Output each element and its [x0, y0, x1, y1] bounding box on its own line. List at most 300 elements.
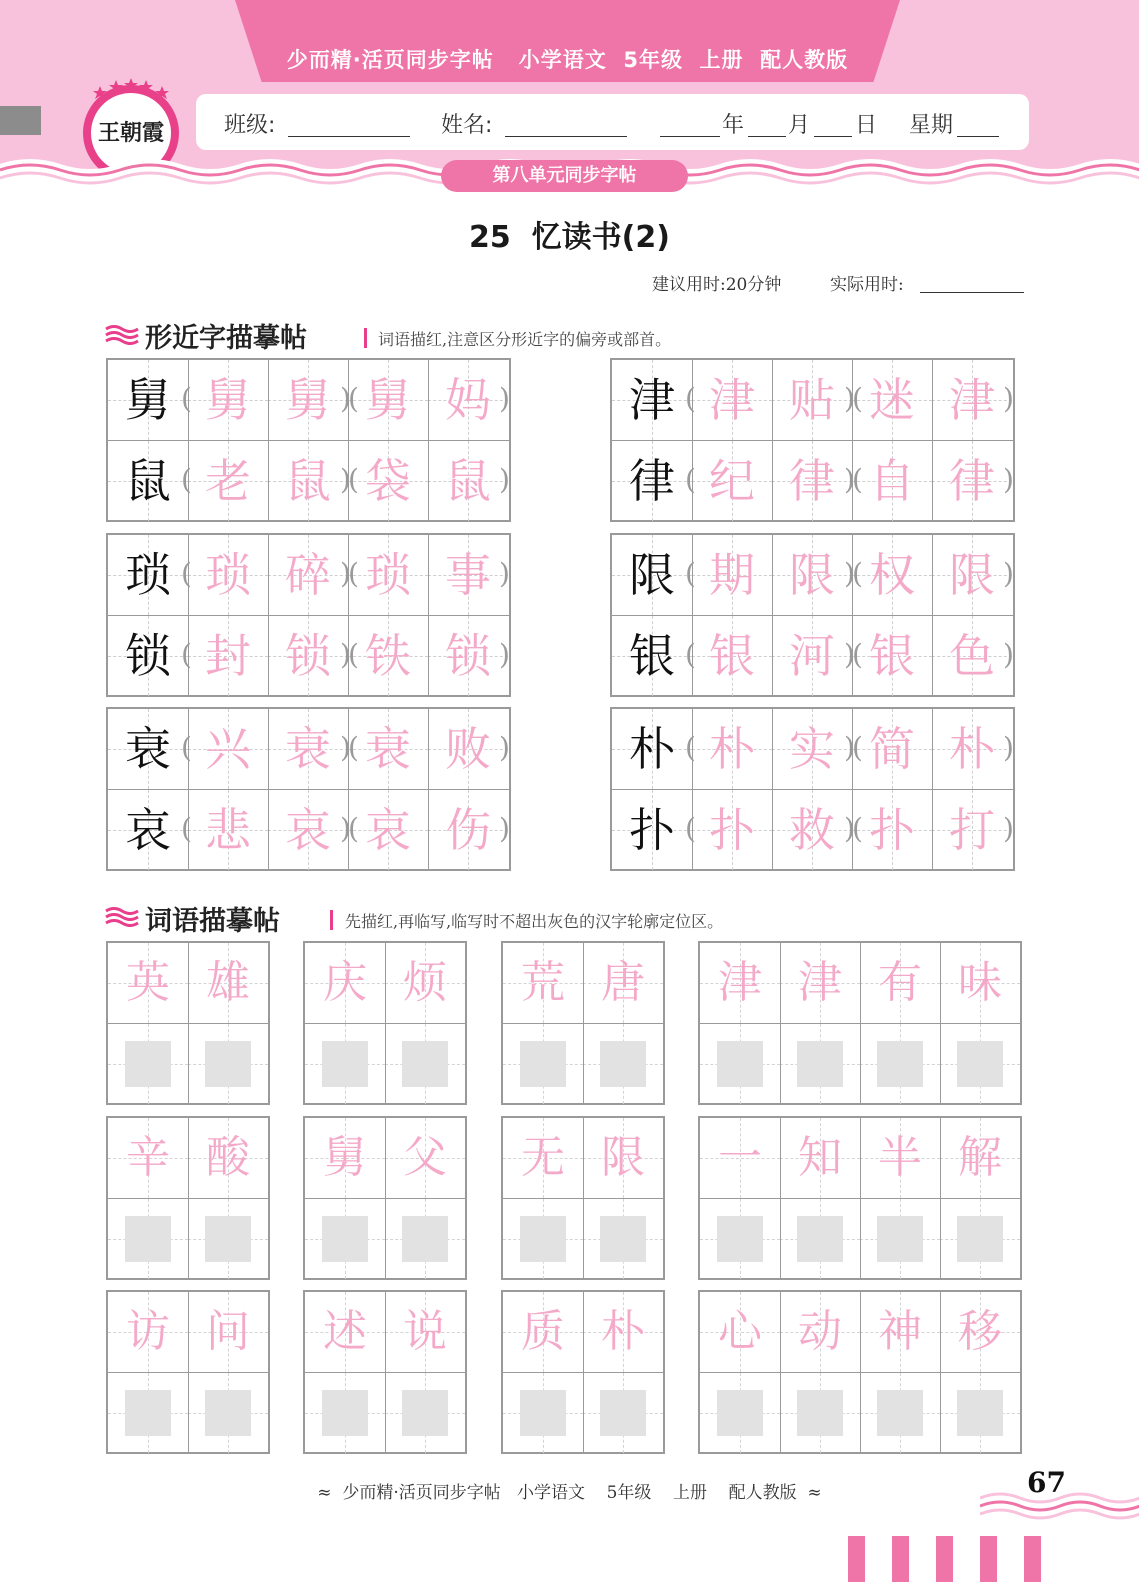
practice-cell[interactable]: [188, 441, 268, 521]
copy-cell[interactable]: [860, 1199, 940, 1279]
practice-cell[interactable]: [188, 790, 268, 870]
copy-cell[interactable]: [860, 1373, 940, 1453]
bracket-close: ): [844, 812, 855, 845]
char-outline-zone: [205, 1216, 251, 1262]
trace-char: 打: [949, 803, 995, 857]
trace-char: 锁: [285, 629, 331, 683]
cell-divider: [940, 1199, 941, 1279]
char-outline-zone: [520, 1390, 566, 1436]
trace-char: 袋: [365, 454, 411, 508]
practice-cell[interactable]: [348, 360, 428, 440]
copy-cell[interactable]: [108, 1199, 188, 1279]
copy-cell[interactable]: [108, 1373, 188, 1453]
bracket-open: (: [685, 557, 696, 590]
trace-char: 移: [958, 1306, 1002, 1357]
model-char: 津: [629, 373, 675, 427]
class-field[interactable]: [288, 136, 410, 137]
trace-cell[interactable]: [108, 943, 188, 1023]
trace-char: 朴: [601, 1306, 645, 1357]
model-char: 锁: [125, 629, 171, 683]
trace-char: 神: [878, 1306, 922, 1357]
bracket-close: ): [844, 638, 855, 671]
trace-row: [305, 1292, 465, 1372]
practice-row: [612, 440, 1013, 520]
copy-cell[interactable]: [188, 1373, 268, 1453]
practice-cell[interactable]: [428, 790, 508, 870]
practice-cell[interactable]: [692, 360, 772, 440]
trace-cell[interactable]: [940, 1118, 1020, 1198]
trace-cell[interactable]: [503, 1118, 583, 1198]
copy-cell[interactable]: [940, 1024, 1020, 1104]
cell-divider: [583, 1199, 584, 1279]
trace-cell[interactable]: [188, 1118, 268, 1198]
practice-cell[interactable]: [348, 709, 428, 789]
trace-char: 简: [869, 722, 915, 776]
char-outline-zone: [402, 1390, 448, 1436]
footer-stripes: [848, 1536, 1139, 1582]
trace-char: 衰: [365, 722, 411, 776]
practice-cell[interactable]: [108, 709, 188, 789]
trace-row: [108, 1292, 268, 1372]
trace-char: 雄: [206, 957, 250, 1008]
trace-cell[interactable]: [780, 1292, 860, 1372]
char-outline-zone: [125, 1216, 171, 1262]
cell-divider: [385, 1292, 386, 1372]
trace-char: 扑: [709, 803, 755, 857]
model-char: 限: [629, 548, 675, 602]
trace-cell[interactable]: [780, 1118, 860, 1198]
char-outline-zone: [600, 1041, 646, 1087]
cell-divider: [940, 1373, 941, 1453]
trace-row: [305, 1118, 465, 1198]
copy-cell[interactable]: [583, 1373, 663, 1453]
trace-cell[interactable]: [188, 943, 268, 1023]
word-practice-box: [698, 1290, 1022, 1454]
copy-row: [503, 1198, 663, 1278]
copy-row: [305, 1198, 465, 1278]
trace-cell[interactable]: [503, 943, 583, 1023]
cell-divider: [583, 1118, 584, 1198]
trace-cell[interactable]: [940, 1292, 1020, 1372]
class-label: 班级:: [224, 113, 276, 138]
practice-cell[interactable]: [268, 535, 348, 615]
trace-char: 贴: [789, 373, 835, 427]
trace-char: 动: [798, 1306, 842, 1357]
footer-stripe: [892, 1536, 909, 1582]
practice-cell[interactable]: [108, 790, 188, 870]
section2-title: 词语描摹帖: [145, 906, 280, 937]
copy-cell[interactable]: [780, 1024, 860, 1104]
trace-cell[interactable]: [188, 1292, 268, 1372]
char-outline-zone: [600, 1390, 646, 1436]
char-outline-zone: [520, 1216, 566, 1262]
practice-cell[interactable]: [692, 441, 772, 521]
trace-char: 津: [949, 373, 995, 427]
cell-divider: [188, 1373, 189, 1453]
copy-cell[interactable]: [385, 1024, 465, 1104]
trace-cell[interactable]: [700, 1118, 780, 1198]
bracket-open: (: [181, 731, 192, 764]
model-char: 琐: [125, 548, 171, 602]
char-outline-zone: [957, 1216, 1003, 1262]
trace-char: 津: [798, 957, 842, 1008]
word-practice-box: [303, 941, 467, 1105]
practice-cell[interactable]: [428, 535, 508, 615]
trace-row: [503, 943, 663, 1023]
practice-cell[interactable]: [428, 616, 508, 696]
trace-char: 铁: [365, 629, 411, 683]
copy-cell[interactable]: [940, 1373, 1020, 1453]
practice-cell[interactable]: [772, 790, 852, 870]
char-outline-zone: [600, 1216, 646, 1262]
practice-cell[interactable]: [692, 616, 772, 696]
char-outline-zone: [402, 1041, 448, 1087]
practice-cell[interactable]: [428, 441, 508, 521]
practice-cell[interactable]: [692, 790, 772, 870]
copy-cell[interactable]: [385, 1373, 465, 1453]
cell-divider: [428, 535, 429, 615]
copy-cell[interactable]: [780, 1199, 860, 1279]
bracket-close: ): [499, 731, 510, 764]
practice-cell[interactable]: [108, 535, 188, 615]
char-outline-zone: [717, 1216, 763, 1262]
practice-cell[interactable]: [428, 360, 508, 440]
bracket-close: ): [340, 557, 351, 590]
practice-row: [612, 709, 1013, 789]
model-char: 扑: [629, 803, 675, 857]
word-practice-box: [106, 941, 270, 1105]
trace-char: 舅: [285, 373, 331, 427]
trace-char: 朴: [709, 722, 755, 776]
copy-cell[interactable]: [940, 1199, 1020, 1279]
trace-char: 津: [718, 957, 762, 1008]
copy-row: [305, 1023, 465, 1103]
copy-cell[interactable]: [583, 1024, 663, 1104]
cell-divider: [772, 709, 773, 789]
section2-divider: [330, 910, 333, 930]
practice-cell[interactable]: [772, 709, 852, 789]
trace-char: 封: [205, 629, 251, 683]
copy-cell[interactable]: [780, 1373, 860, 1453]
trace-cell[interactable]: [305, 1118, 385, 1198]
cell-divider: [860, 1118, 861, 1198]
practice-cell[interactable]: [612, 360, 692, 440]
bracket-open: (: [348, 557, 359, 590]
trace-char: 衰: [285, 722, 331, 776]
practice-row: [612, 360, 1013, 440]
cell-divider: [780, 943, 781, 1023]
year-field[interactable]: [660, 136, 720, 137]
trace-char: 权: [869, 548, 915, 602]
practice-cell[interactable]: [268, 360, 348, 440]
cell-divider: [932, 360, 933, 440]
bracket-close: ): [499, 463, 510, 496]
trace-char: 父: [403, 1132, 447, 1183]
similar-char-box: [106, 533, 511, 697]
trace-cell[interactable]: [385, 943, 465, 1023]
practice-cell[interactable]: [932, 709, 1012, 789]
cell-divider: [385, 1199, 386, 1279]
trace-char: 荒: [521, 957, 565, 1008]
practice-cell[interactable]: [188, 616, 268, 696]
practice-cell[interactable]: [852, 360, 932, 440]
trace-row: [700, 1292, 1020, 1372]
practice-cell[interactable]: [348, 790, 428, 870]
trace-cell[interactable]: [583, 1292, 663, 1372]
copy-cell[interactable]: [188, 1024, 268, 1104]
practice-cell[interactable]: [932, 790, 1012, 870]
trace-cell[interactable]: [108, 1292, 188, 1372]
copy-row: [305, 1372, 465, 1452]
char-outline-zone: [957, 1390, 1003, 1436]
model-char: 朴: [629, 722, 675, 776]
model-char: 舅: [125, 373, 171, 427]
trace-char: 访: [126, 1306, 170, 1357]
practice-cell[interactable]: [932, 441, 1012, 521]
practice-cell[interactable]: [612, 790, 692, 870]
practice-cell[interactable]: [188, 360, 268, 440]
practice-cell[interactable]: [108, 616, 188, 696]
wave-section-icon: [105, 324, 139, 346]
practice-cell[interactable]: [772, 360, 852, 440]
trace-row: [503, 1118, 663, 1198]
copy-cell[interactable]: [305, 1373, 385, 1453]
trace-cell[interactable]: [108, 1118, 188, 1198]
practice-cell[interactable]: [188, 709, 268, 789]
practice-cell[interactable]: [772, 535, 852, 615]
copy-cell[interactable]: [108, 1024, 188, 1104]
weekday-label: 星期: [909, 113, 954, 138]
trace-char: 妈: [445, 373, 491, 427]
section1-note: 词语描红,注意区分形近字的偏旁或部首。: [378, 330, 672, 349]
trace-char: 哀: [285, 803, 331, 857]
wave-section-icon: [105, 906, 139, 928]
char-outline-zone: [717, 1390, 763, 1436]
bracket-close: ): [340, 382, 351, 415]
bracket-open: (: [852, 731, 863, 764]
practice-cell[interactable]: [348, 616, 428, 696]
trace-char: 唐: [601, 957, 645, 1008]
bracket-close: ): [340, 812, 351, 845]
trace-char: 实: [789, 722, 835, 776]
practice-cell[interactable]: [852, 790, 932, 870]
model-char: 鼠: [125, 454, 171, 508]
bracket-open: (: [685, 731, 696, 764]
practice-row: [612, 535, 1013, 615]
practice-cell[interactable]: [612, 441, 692, 521]
copy-cell[interactable]: [305, 1024, 385, 1104]
name-field[interactable]: [505, 136, 627, 137]
month-label: 月: [788, 113, 811, 138]
practice-row: [108, 440, 509, 520]
char-outline-zone: [322, 1216, 368, 1262]
copy-cell[interactable]: [305, 1199, 385, 1279]
copy-cell[interactable]: [700, 1024, 780, 1104]
practice-cell[interactable]: [612, 709, 692, 789]
practice-cell[interactable]: [932, 360, 1012, 440]
bracket-open: (: [348, 463, 359, 496]
cell-divider: [780, 1118, 781, 1198]
trace-cell[interactable]: [860, 1118, 940, 1198]
practice-cell[interactable]: [772, 441, 852, 521]
copy-cell[interactable]: [503, 1024, 583, 1104]
trace-char: 解: [958, 1132, 1002, 1183]
day-field[interactable]: [814, 136, 852, 137]
trace-char: 伤: [445, 803, 491, 857]
trace-char: 银: [709, 629, 755, 683]
month-field[interactable]: [748, 136, 786, 137]
word-practice-box: [698, 941, 1022, 1105]
cell-divider: [188, 943, 189, 1023]
trace-char: 哀: [365, 803, 411, 857]
practice-cell[interactable]: [852, 441, 932, 521]
copy-row: [700, 1372, 1020, 1452]
trace-cell[interactable]: [583, 1118, 663, 1198]
practice-cell[interactable]: [348, 535, 428, 615]
copy-cell[interactable]: [700, 1199, 780, 1279]
bracket-open: (: [685, 638, 696, 671]
practice-cell[interactable]: [772, 616, 852, 696]
copy-cell[interactable]: [700, 1373, 780, 1453]
trace-char: 说: [403, 1306, 447, 1357]
footer-stripe: [848, 1536, 865, 1582]
unit-label: 第八单元同步字帖: [441, 160, 688, 192]
trace-row: [108, 943, 268, 1023]
practice-cell[interactable]: [692, 709, 772, 789]
copy-cell[interactable]: [503, 1199, 583, 1279]
trace-char: 败: [445, 722, 491, 776]
practice-cell[interactable]: [612, 535, 692, 615]
day-label: 日: [855, 113, 878, 138]
bracket-open: (: [852, 638, 863, 671]
trace-cell[interactable]: [700, 943, 780, 1023]
trace-char: 问: [206, 1306, 250, 1357]
char-outline-zone: [125, 1041, 171, 1087]
practice-cell[interactable]: [268, 441, 348, 521]
trace-char: 烦: [403, 957, 447, 1008]
cell-divider: [385, 943, 386, 1023]
practice-cell[interactable]: [108, 441, 188, 521]
cell-divider: [583, 1292, 584, 1372]
trace-char: 述: [323, 1306, 367, 1357]
copy-row: [700, 1198, 1020, 1278]
trace-char: 舅: [323, 1132, 367, 1183]
practice-cell[interactable]: [108, 360, 188, 440]
copy-cell[interactable]: [583, 1199, 663, 1279]
trace-char: 限: [949, 548, 995, 602]
practice-cell[interactable]: [852, 535, 932, 615]
trace-cell[interactable]: [385, 1292, 465, 1372]
model-char: 银: [629, 629, 675, 683]
trace-char: 扑: [869, 803, 915, 857]
bracket-open: (: [181, 382, 192, 415]
page-number: 67: [1027, 1466, 1066, 1499]
word-practice-box: [106, 1116, 270, 1280]
bracket-open: (: [685, 463, 696, 496]
practice-cell[interactable]: [268, 709, 348, 789]
trace-cell[interactable]: [940, 943, 1020, 1023]
cell-divider: [188, 1199, 189, 1279]
practice-cell[interactable]: [268, 790, 348, 870]
cell-divider: [188, 1024, 189, 1104]
bracket-open: (: [348, 382, 359, 415]
cell-divider: [268, 535, 269, 615]
practice-cell[interactable]: [852, 709, 932, 789]
trace-char: 半: [878, 1132, 922, 1183]
practice-cell[interactable]: [348, 441, 428, 521]
trace-char: 事: [445, 548, 491, 602]
trace-cell[interactable]: [860, 1292, 940, 1372]
copy-cell[interactable]: [188, 1199, 268, 1279]
bracket-open: (: [181, 463, 192, 496]
practice-cell[interactable]: [268, 616, 348, 696]
actual-time-field[interactable]: [920, 292, 1024, 293]
footer-stripe: [1024, 1536, 1041, 1582]
weekday-field[interactable]: [957, 136, 999, 137]
practice-row: [612, 615, 1013, 695]
char-outline-zone: [520, 1041, 566, 1087]
practice-cell[interactable]: [428, 709, 508, 789]
copy-cell[interactable]: [503, 1373, 583, 1453]
practice-cell[interactable]: [692, 535, 772, 615]
bracket-open: (: [348, 638, 359, 671]
char-outline-zone: [877, 1216, 923, 1262]
trace-char: 自: [869, 454, 915, 508]
bracket-close: ): [1003, 382, 1014, 415]
bracket-open: (: [852, 812, 863, 845]
copy-cell[interactable]: [385, 1199, 465, 1279]
grey-edge-tab: [0, 106, 41, 135]
trace-char: 限: [601, 1132, 645, 1183]
cell-divider: [428, 709, 429, 789]
cell-divider: [428, 790, 429, 870]
trace-cell[interactable]: [860, 943, 940, 1023]
practice-cell[interactable]: [932, 616, 1012, 696]
copy-row: [503, 1372, 663, 1452]
suggested-time: 建议用时:20分钟: [652, 275, 782, 295]
trace-cell[interactable]: [700, 1292, 780, 1372]
cell-divider: [860, 1292, 861, 1372]
trace-char: 英: [126, 957, 170, 1008]
trace-cell[interactable]: [305, 943, 385, 1023]
trace-cell[interactable]: [780, 943, 860, 1023]
trace-cell[interactable]: [305, 1292, 385, 1372]
practice-cell[interactable]: [188, 535, 268, 615]
bracket-open: (: [181, 812, 192, 845]
trace-row: [305, 943, 465, 1023]
trace-cell[interactable]: [583, 943, 663, 1023]
cell-divider: [860, 1024, 861, 1104]
char-outline-zone: [797, 1216, 843, 1262]
practice-cell[interactable]: [612, 616, 692, 696]
practice-cell[interactable]: [852, 616, 932, 696]
copy-cell[interactable]: [860, 1024, 940, 1104]
practice-row: [108, 360, 509, 440]
trace-char: 酸: [206, 1132, 250, 1183]
bracket-close: ): [1003, 463, 1014, 496]
trace-cell[interactable]: [385, 1118, 465, 1198]
model-char: 哀: [125, 803, 171, 857]
cell-divider: [188, 1292, 189, 1372]
section2-note: 先描红,再临写,临写时不超出灰色的汉字轮廓定位区。: [345, 912, 724, 931]
cell-divider: [780, 1024, 781, 1104]
char-outline-zone: [322, 1390, 368, 1436]
char-outline-zone: [877, 1390, 923, 1436]
char-outline-zone: [322, 1041, 368, 1087]
trace-char: 琐: [365, 548, 411, 602]
practice-cell[interactable]: [932, 535, 1012, 615]
trace-cell[interactable]: [503, 1292, 583, 1372]
